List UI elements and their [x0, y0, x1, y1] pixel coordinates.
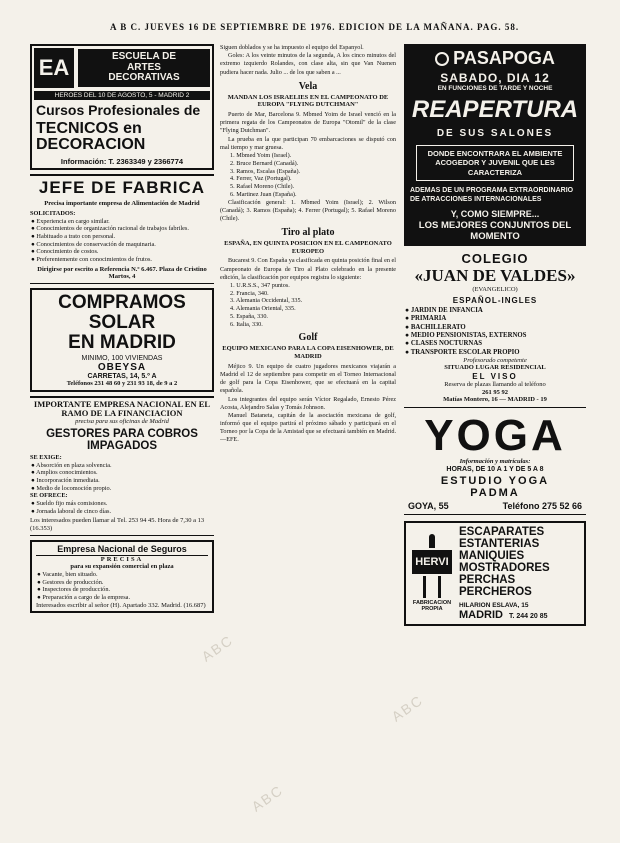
fin-ofrece-item: ● Jornada laboral de cinco días. — [31, 507, 112, 515]
yoga-phone: Teléfono 275 52 66 — [502, 500, 582, 511]
fin-list — [30, 454, 214, 515]
hervi-line: MANIQUIES — [459, 549, 525, 562]
news-body: Goles: A los veinte minutos de la segunda, A los cinco minutos del extremo izquierdo Rolandes, con clase alta, sin que Van Nuenen pudiera hacer nada. Julio ... de los que saben a ... — [220, 52, 396, 76]
watermark: ABC — [248, 781, 287, 815]
hervi-city-row — [459, 609, 581, 621]
jefe-list — [30, 210, 214, 264]
pasapoga-conjuntos: LOS MEJORES CONJUNTOS DEL MOMENTO — [418, 219, 572, 242]
jefe-precisa: Precisa importante empresa de Alimentación de Madrid — [44, 200, 200, 208]
tiro-headline: ESPAÑA, EN QUINTA POSICION EN EL CAMPEONATO EUROPEO — [224, 240, 392, 255]
seguros-intro: para su expansión comercial en plaza — [70, 563, 174, 571]
hervi-fabricacion: FABRICACION PROPIA — [412, 600, 452, 613]
yoga-info: Información y matrículas: — [459, 458, 531, 466]
fin-ofrece-label: SE OFRECE: — [30, 492, 68, 500]
vela-result: 5. Rafael Moreno (Chile). — [230, 183, 295, 190]
vela-result: 6. Martinez Juan (España). — [230, 190, 297, 198]
pasapoga-como: Y, COMO SIEMPRE... — [450, 208, 540, 219]
ad-yoga — [404, 411, 586, 515]
golf-title: Golf — [298, 332, 318, 344]
fin-exige-text: Absorción en plaza solvencia. — [36, 461, 112, 469]
hervi-line: ESCAPARATES — [459, 525, 545, 538]
yoga-horas: HORAS, DE 10 A 1 Y DE 5 A 8 — [446, 465, 544, 473]
escuela-logo — [34, 48, 74, 88]
right-column — [404, 44, 586, 630]
fin-ofrece-text: Sueldo fijo más comisiones. — [36, 500, 108, 508]
fin-exige-label: SE EXIGE: — [30, 454, 62, 462]
jefe-item-text: Experiencia en cargo similar. — [36, 217, 110, 225]
fin-ofrece-item: ● Sueldo fijo más comisiones. — [31, 500, 108, 508]
colegio-item-text: PRIMARIA — [410, 315, 447, 323]
ad-pasapoga — [404, 44, 586, 246]
hervi-line: MOSTRADORES — [459, 561, 550, 574]
compramos-line1: COMPRAMOS — [58, 291, 186, 313]
hervi-logo: HERVI — [412, 550, 452, 574]
jefe-item-text: Preferentemente con conocimientos de frutos. — [36, 255, 152, 263]
jefe-item: ● Habituado a trato con personal. — [31, 232, 116, 240]
colegio-reserva: Reserva de plazas llamando al teléfono — [444, 381, 546, 389]
jefe-item: ● Conocimiento de costos. — [31, 248, 99, 256]
fin-exige-text: Amplios conocimientos. — [36, 469, 98, 477]
colegio-item: ● PRIMARIA — [405, 315, 447, 323]
hervi-city: MADRID — [459, 609, 503, 622]
colegio-item: ● CLASES NOCTURNAS — [405, 340, 483, 348]
vela-result: 4. Ferrer, Vaz (Portugal). — [230, 175, 292, 183]
hervi-line: ESTANTERIAS — [459, 537, 540, 550]
seguros-contacto: Interesados escribir al señor (H). Apartado 332. Madrid. (16.687) — [36, 601, 206, 609]
seguros-item-text: Vacante, bien situado. — [42, 571, 98, 579]
jefe-item-text: Conocimiento de costos. — [36, 248, 99, 256]
vela-results — [220, 152, 396, 199]
ad-financiacion — [30, 396, 214, 535]
tiro-result: 6. Italia, 330. — [230, 320, 263, 328]
vela-title: Vela — [298, 80, 318, 92]
yoga-address: GOYA, 55 — [408, 500, 449, 511]
vela-body: Puerto de Mar, Barcelona 9. Mbmed Yoim de Israel venció en la primera regata de los Campeonatos de Europa "Otomil" de la clase "Flying Dutchman". — [220, 111, 396, 135]
yoga-contact — [404, 501, 586, 511]
escuela-address: HEROES DEL 10 DE AGOSTO, 5 - MADRID 2 — [34, 91, 210, 100]
colegio-langs: ESPAÑOL-INGLES — [452, 296, 538, 306]
ad-jefe-fabrica — [30, 174, 214, 284]
colegio-item: ● MEDIO PENSIONISTAS, EXTERNOS — [405, 331, 527, 339]
golf-body2: Los integrantes del equipo serán Víctor Regalado, Ernesto Pérez Acosta, Alejandro Salas y Tomás Johnson. — [220, 395, 396, 411]
vela-result: 1. Mbmed Yoim (Israel). — [230, 152, 292, 159]
yoga-padma: PADMA — [470, 486, 520, 499]
ad-hervi — [404, 521, 586, 626]
seguros-item: ● Inspectores de producción. — [37, 586, 111, 594]
vela-general: Clasificación general: 1. Mbmed Yoim (Israel); 2. Wilson (Canadá); 3. Ramos (España); 4. Ferrer (Portugal); 5. Rafael Moreno (Chile). — [220, 198, 396, 222]
pasapoga-ademas: ADEMAS DE UN PROGRAMA EXTRAORDINARIO DE ATRACCIONES INTERNACIONALES — [410, 187, 574, 203]
tiro-title: Tiro al plato — [281, 227, 335, 239]
pasapoga-donde: DONDE ENCONTRARA EL AMBIENTE ACOGEDOR Y JUVENIL QUE LES CARACTERIZA — [416, 145, 574, 181]
tiro-result: 3. Alemania Occidental, 335. — [230, 297, 303, 305]
colegio-item: ● JARDIN DE INFANCIA — [405, 307, 483, 315]
news-intro: Siguen doblados y se ha impuesto el equipo del Espanyol. — [220, 44, 364, 51]
ad-seguros — [30, 540, 214, 614]
golf-body3: Manuel Bataneta, capitán de la asociación mexicana de golf, informó que el equipo partirá el próximo sábado y participará en el Torneo por la Copa de la Amistad que se efectuará también en Madrid. —EFE. — [220, 411, 396, 444]
compramos-line2: SOLAR — [88, 311, 156, 333]
escuela-cursos: Cursos Profesionales de — [36, 102, 201, 118]
fin-exige-item: ● Medio de locomoción propio. — [31, 484, 112, 492]
pasapoga-date: SABADO, DIA 12 — [440, 71, 550, 85]
seguros-item-text: Preparación a cargo de la empresa. — [42, 594, 131, 602]
page-header: A B C. JUEVES 16 DE SEPTIEMBRE DE 1976. EDICION DE LA MAÑANA. PAG. 58. — [110, 22, 520, 32]
vela-result: 2. Bruce Bernard (Canadá). — [230, 159, 299, 167]
jefe-title: JEFE DE FABRICA — [38, 178, 206, 198]
colegio-evangelico: (EVANGELICO) — [472, 286, 518, 294]
escuela-name-line: ARTES — [127, 61, 161, 73]
compramos-phones: Teléfonos 231 48 60 y 231 93 18, de 9 a 2 — [66, 379, 178, 387]
vela-body2: La prueba en la que participan 70 embarcaciones se disputó con mal tiempo y mar gruesa. — [220, 135, 396, 151]
tiro-results — [220, 282, 396, 329]
seguros-item: ● Preparación a cargo de la empresa. — [37, 594, 131, 602]
pasapoga-funciones: EN FUNCIONES DE TARDE Y NOCHE — [437, 85, 553, 92]
jefe-item-text: Habituado a trato con personal. — [36, 232, 116, 240]
ad-colegio — [404, 251, 586, 408]
hervi-base-icon — [423, 576, 441, 598]
compramos-minimo: MINIMO, 100 VIVIENDAS — [81, 354, 163, 362]
jefe-item: ● Preferentemente con conocimientos de frutos. — [31, 255, 152, 263]
colegio-item-text: CLASES NOCTURNAS — [410, 340, 483, 348]
jefe-solicitados: SOLICITADOS: — [30, 209, 76, 217]
yoga-estudio: ESTUDIO YOGA — [440, 474, 550, 487]
vela-headline: MANDAN LOS ISRAELIES EN EL CAMPEONATO DE EUROPA "FLYING DUTCHMAN" — [227, 93, 389, 109]
seguros-item-text: Inspectores de producción. — [42, 586, 111, 594]
tiro-body: Bucarest 9. Con España ya clasificada en quinta posición final en el Campeonato de Europa de Tiro al Plato celebrado en la presente edición, la clasificación por equipos registra lo siguiente: — [220, 257, 396, 281]
escuela-logo-text: EA — [38, 55, 70, 80]
compramos-company: OBEYSA — [97, 361, 147, 373]
escuela-name-line: DECORATIVAS — [108, 72, 180, 84]
pasapoga-name-text: PASAPOGA — [453, 48, 555, 68]
colegio-name: «JUAN DE VALDES» — [414, 266, 576, 286]
pasapoga-name — [408, 48, 582, 69]
compramos-address: CARRETAS, 14, 5.º A — [87, 372, 157, 380]
colegio-situado: SITUADO LUGAR RESIDENCIAL — [444, 364, 546, 372]
vela-result: 3. Ramos, Escalas (España). — [230, 167, 301, 175]
colegio-list — [404, 307, 586, 357]
golf-body: Méjico 9. Un equipo de cuatro jugadores mexicanos viajarán a Madrid el 12 de septiembre para competir en el Torneo Internacional de golf para la Copa Eisenhower, que se efectuará en la capital española. — [220, 362, 396, 395]
seguros-item: ● Vacante, bien situado. — [37, 571, 98, 579]
left-column — [30, 44, 214, 617]
fin-exige-item: ● Absorción en plaza solvencia. — [31, 461, 112, 469]
fin-exige-text: Incorporación inmediata. — [36, 477, 100, 485]
colegio-profesorado: Profesorado competente — [463, 356, 527, 364]
watermark: ABC — [198, 631, 237, 665]
jefe-item: ● Conocimientos de conservación de maquinaria. — [31, 240, 156, 248]
hervi-address: HILARION ESLAVA, 15 — [459, 602, 529, 610]
fin-gestores: GESTORES PARA COBROS IMPAGADOS — [46, 427, 198, 452]
middle-column — [220, 44, 396, 824]
hervi-line: PERCHAS — [459, 574, 516, 586]
escuela-top — [34, 48, 210, 88]
hervi-phone: T. 244 20 85 — [509, 613, 548, 621]
colegio-item: ● TRANSPORTE ESCOLAR PROPIO — [405, 348, 520, 356]
escuela-name-line: ESCUELA DE — [111, 51, 177, 63]
hervi-mannequin-icon — [429, 534, 435, 548]
tiro-result: 4. Alemania Oriental, 335. — [230, 305, 296, 313]
colegio-item-text: BACHILLERATO — [410, 323, 466, 331]
jefe-item-text: Conocimientos de organización racional de trabajos fabriles. — [36, 225, 189, 233]
escuela-tecnicos: TECNICOS en DECORACION — [36, 119, 146, 154]
seguros-title: Empresa Nacional de Seguros — [36, 544, 208, 556]
hervi-right — [459, 526, 581, 621]
escuela-name — [78, 49, 210, 87]
fin-exige-item: ● Incorporación inmediata. — [31, 477, 100, 485]
jefe-item-text: Conocimientos de conservación de maquinaria. — [36, 240, 156, 248]
fin-title: IMPORTANTE EMPRESA NACIONAL EN EL RAMO DE LA FINANCIACION — [33, 399, 211, 419]
seguros-list — [36, 571, 208, 602]
watermark: ABC — [388, 691, 427, 725]
colegio-item-text: TRANSPORTE ESCOLAR PROPIO — [410, 348, 520, 356]
fin-contacto: Los interesados pueden llamar al Tel. 253 94 45. Hora de 7,30 a 13 (16.353) — [30, 517, 205, 533]
tiro-result: 5. España, 330. — [230, 312, 268, 320]
escuela-info: Información: T. 2363349 y 2366774 — [60, 157, 184, 167]
tiro-result: 2. Francia, 340. — [230, 289, 269, 297]
fin-ofrece-text: Jornada laboral de cinco días. — [36, 507, 112, 515]
colegio-place: EL VISO — [472, 372, 518, 382]
colegio-item: ● BACHILLERATO — [405, 323, 466, 331]
compramos-line3: EN MADRID — [68, 331, 176, 353]
pasapoga-logo-icon — [435, 52, 449, 66]
colegio-address: Matías Montero, 16 — MADRID - 19 — [443, 396, 547, 404]
jefe-item: ● Conocimientos de organización racional de trabajos fabriles. — [31, 225, 189, 233]
fin-exige-item: ● Amplios conocimientos. — [31, 469, 98, 477]
seguros-item-text: Gestores de producción. — [42, 578, 104, 586]
hervi-left — [409, 526, 455, 621]
ad-compramos-solar — [30, 288, 214, 392]
ad-escuela-artes — [30, 44, 214, 170]
golf-headline: EQUIPO MEXICANO PARA LA COPA EISENHOWER, DE MADRID — [222, 345, 394, 361]
fin-precisa: precisa para sus oficinas de Madrid — [75, 418, 169, 426]
jefe-dirigirse: Dirigirse por escrito a Referencia N.º 6.467. Plaza de Cristino Martos, 4 — [37, 265, 207, 281]
yoga-title: YOGA — [424, 411, 566, 461]
colegio-item-text: JARDIN DE INFANCIA — [410, 307, 483, 315]
colegio-item-text: MEDIO PENSIONISTAS, EXTERNOS — [410, 331, 527, 339]
pasapoga-reapertura: REAPERTURA — [411, 96, 579, 123]
pasapoga-salones: DE SUS SALONES — [436, 128, 554, 139]
tiro-result: 1. U.R.S.S., 347 puntos. — [230, 281, 290, 289]
colegio-phone: 261 95 92 — [482, 388, 508, 396]
colegio-label: COLEGIO — [461, 251, 529, 267]
seguros-item: ● Gestores de producción. — [37, 578, 104, 586]
seguros-precisa: PRECISA — [100, 555, 144, 563]
hervi-line: PERCHEROS — [459, 586, 532, 599]
jefe-item: ● Experiencia en cargo similar. — [31, 217, 110, 225]
fin-exige-text: Medio de locomoción propio. — [36, 484, 112, 492]
